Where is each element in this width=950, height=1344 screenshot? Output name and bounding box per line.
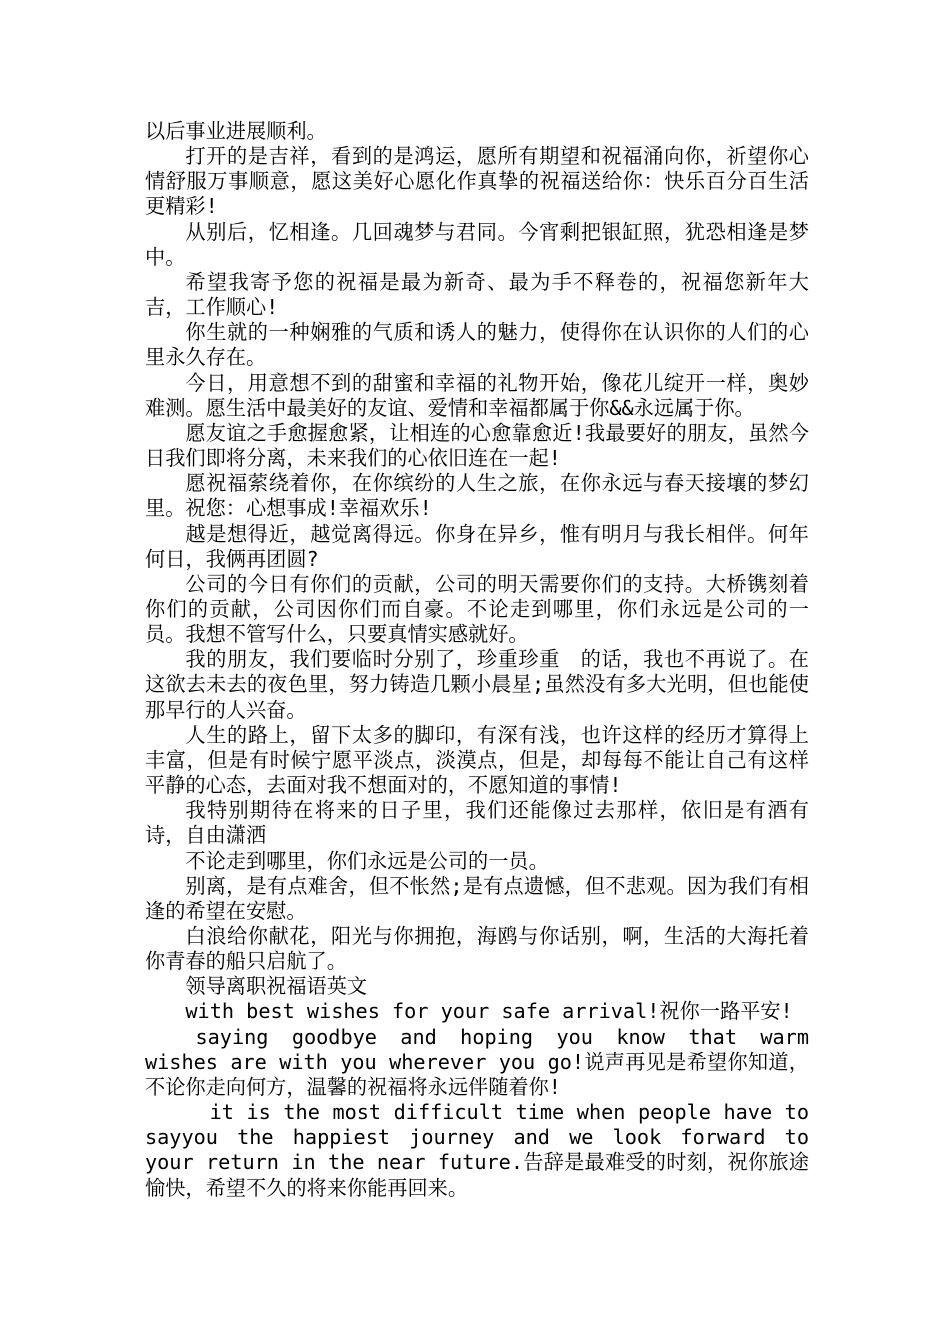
paragraph: 人生的路上，留下太多的脚印，有深有浅，也许这样的经历才算得上丰富，但是有时候宁愿平淡点，淡漠点，但是，却每每不能让自己有这样平静的心态，去面对我不想面对的，不愿知道的事情! <box>145 722 809 798</box>
paragraph: 越是想得近，越觉离得远。你身在异乡，惟有明月与我长相伴。何年何日，我俩再团圆? <box>145 521 809 571</box>
document-page <box>145 119 822 1201</box>
paragraph: 打开的是吉祥，看到的是鸿运，愿所有期望和祝福涌向你，祈望你心情舒服万事顺意，愿这美好心愿化作真挚的祝福送给你：快乐百分百生活更精彩! <box>145 144 809 219</box>
paragraph: saying goodbye and hoping you know that warm wishes are with you wherever you go!说声再见是希望你知道，不论你走向何方，温馨的祝福将永远伴随着你! <box>145 1024 822 1099</box>
paragraph: 不论走到哪里，你们永远是公司的一员。 <box>185 848 549 873</box>
paragraph: 从别后，忆相逢。几回魂梦与君同。今宵剩把银缸照，犹恐相逢是梦中。 <box>145 219 809 269</box>
paragraph: with best wishes for your safe arrival!祝你一路平安! <box>185 999 793 1024</box>
paragraph: 愿祝福萦绕着你，在你缤纷的人生之旅，在你永远与春天接壤的梦幻里。祝您：心想事成!幸福欢乐! <box>145 471 809 521</box>
paragraph: 你生就的一种娴雅的气质和诱人的魅力，使得你在认识你的人们的心里永久存在。 <box>145 320 809 370</box>
paragraph: 以后事业进展顺利。 <box>145 119 327 143</box>
paragraph: 别离，是有点难舍，但不怅然;是有点遗憾，但不悲观。因为我们有相逢的希望在安慰。 <box>145 873 809 923</box>
paragraph: 今日，用意想不到的甜蜜和幸福的礼物开始，像花儿绽开一样，奥妙难测。愿生活中最美好的友谊、爱情和幸福都属于你&&永远属于你。 <box>145 370 809 420</box>
section-heading: 领导离职祝福语英文 <box>185 974 368 999</box>
paragraph: 愿友谊之手愈握愈紧，让相连的心愈靠愈近!我最要好的朋友，虽然今日我们即将分离，未来我们的心依旧连在一起! <box>145 420 809 471</box>
paragraph: 我特别期待在将来的日子里，我们还能像过去那样，依旧是有酒有诗，自由潇洒 <box>145 798 809 848</box>
paragraph: 我的朋友，我们要临时分别了，珍重珍重 的话，我也不再说了。在这欲去未去的夜色里，努力铸造几颗小晨星;虽然没有多大光明，但也能使那早行的人兴奋。 <box>145 647 809 722</box>
paragraph: 希望我寄予您的祝福是最为新奇、最为手不释卷的，祝福您新年大吉，工作顺心! <box>145 269 809 320</box>
paragraph: 白浪给你献花，阳光与你拥抱，海鸥与你话别，啊，生活的大海托着你青春的船只启航了。 <box>145 924 809 974</box>
paragraph: it is the most difficult time when people have to sayyou the happiest journey and we look forward to your return in the near future.告辞是最难受的时刻，祝你旅途愉快，希望不久的将来你能再回来。 <box>145 1100 822 1200</box>
paragraph: 公司的今日有你们的贡献，公司的明天需要你们的支持。大桥镌刻着你们的贡献，公司因你们而自豪。不论走到哪里，你们永远是公司的一员。我想不管写什么，只要真情实感就好。 <box>145 571 809 647</box>
